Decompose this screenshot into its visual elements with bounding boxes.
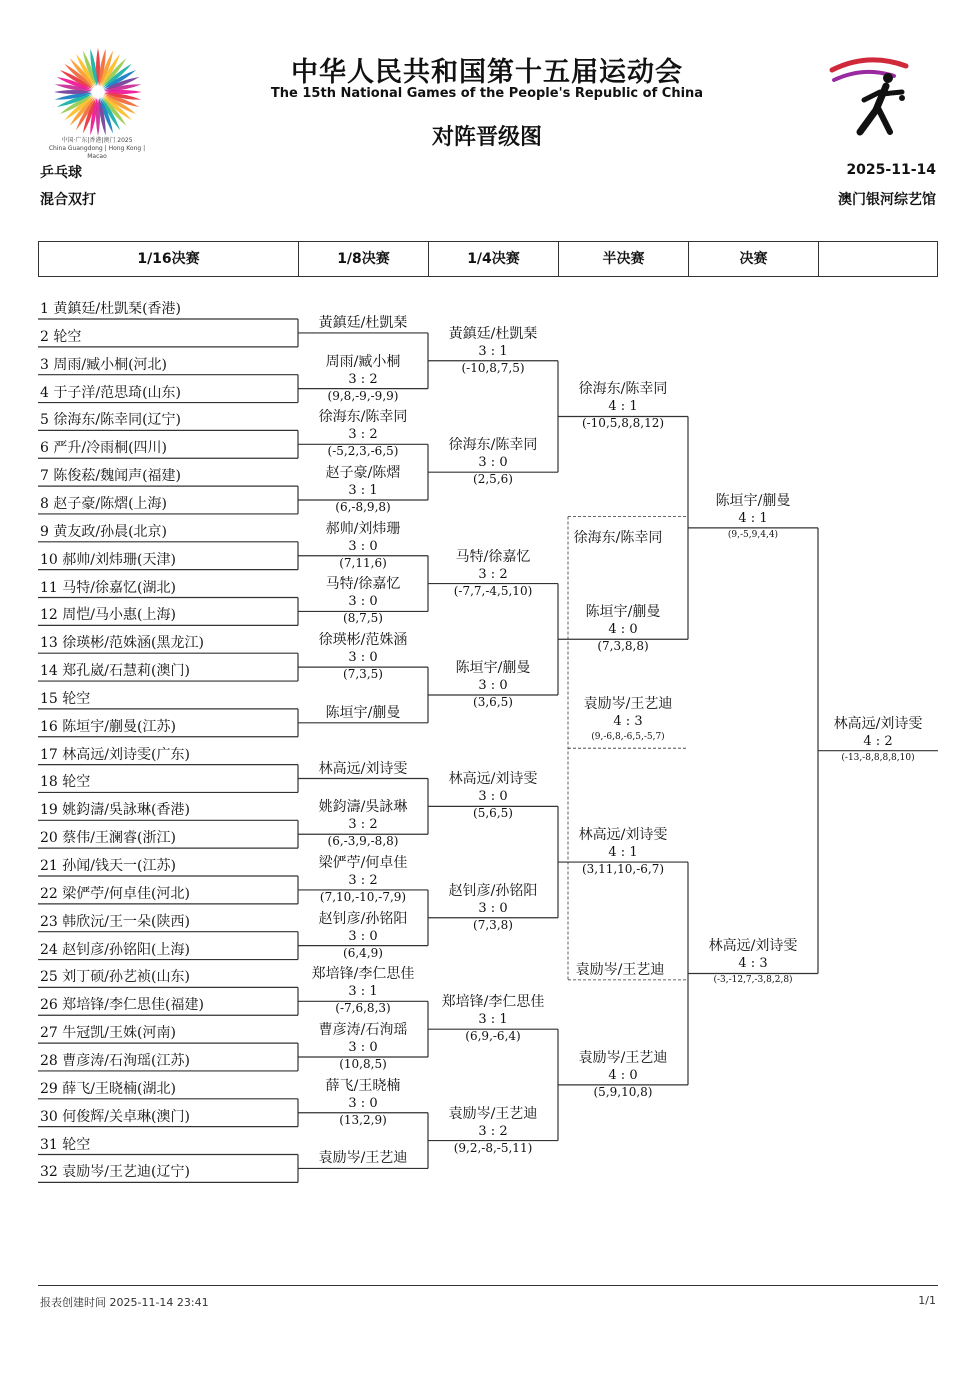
game-scores: (-5,2,3,-6,5) [327,444,399,459]
match-score: 4 : 0 [608,622,638,638]
footer-divider [38,1285,938,1286]
pair-name: 陈垣宇/蒯曼 [455,659,531,676]
sf-result [558,381,688,432]
pair-name: 马特/徐嘉忆 [325,576,401,593]
r16-result [298,465,428,516]
match-score: 3 : 0 [348,650,378,666]
draw-entry: 28 曹彦涛/石洵瑶(江苏) [40,1052,190,1069]
match-score: 3 : 2 [348,872,378,888]
draw-entry: 25 刘丁硕/孙艺祯(山东) [40,969,190,986]
game-scores: (3,6,5) [473,694,513,709]
draw-entry: 16 陈垣宇/蒯曼(江苏) [40,718,176,735]
game-scores: (9,2,-8,-5,11) [453,1140,533,1155]
match-score: 3 : 1 [478,1012,508,1028]
match-score: 4 : 1 [738,510,768,526]
match-score: 3 : 2 [348,371,378,387]
r16-result [298,761,428,778]
draw-entry: 27 牛冠凯/王姝(河南) [40,1025,176,1042]
pair-name: 赵子豪/陈熠 [325,465,401,482]
bronze-bottom-pair-text: 袁励岑/王艺迪 [575,961,665,978]
game-scores: (-10,5,8,8,12) [581,416,665,431]
r16-result [298,855,428,906]
round-header-sf: 半决赛 [559,242,689,276]
page-number: 1/1 [918,1294,936,1307]
sf-result [558,604,688,655]
game-scores: (9,-5,9,4,4) [727,529,779,540]
draw-entry: 23 韩欣沅/王一朵(陕西) [40,913,190,930]
r16-result [298,632,428,683]
pair-name: 袁励岑/王艺迪 [578,1049,668,1066]
pair-name: 林高远/刘诗雯 [708,938,798,955]
document-title: 对阵晋级图 [431,125,542,150]
draw-entry: 18 轮空 [40,774,91,791]
match-score: 4 : 1 [608,399,638,415]
draw-entry: 6 严升/冷雨桐(四川) [40,440,167,457]
game-scores: (7,3,8) [473,917,513,932]
pair-name: 周雨/臧小桐 [325,353,401,370]
match-score: 3 : 0 [348,1095,378,1111]
game-scores: (-7,7,-4,5,10) [453,583,533,598]
game-scores: (6,-3,9,-8,8) [327,834,399,849]
match-score: 3 : 2 [478,1123,508,1139]
match-score: 3 : 0 [478,455,508,471]
game-scores: (5,9,10,8) [593,1084,653,1099]
draw-entry: 1 黄鎮廷/杜凱琹(香港) [40,301,181,317]
bronze-games-text: (9,-6,8,-6,5,-5,7) [591,732,665,743]
event-name: 混合双打 [40,192,96,208]
qf-result [428,326,558,377]
round-header-r32: 1/16决赛 [39,242,299,276]
r16-result [298,1078,428,1129]
pair-name: 林高远/刘诗雯 [448,771,538,788]
r16-result [298,409,428,460]
draw-entry: 32 袁励岑/王艺迪(辽宁) [40,1164,190,1181]
match-score: 3 : 0 [478,789,508,805]
match-score: 3 : 0 [478,677,508,693]
r16-result [298,911,428,962]
match-score: 4 : 0 [608,1067,638,1083]
draw-entry: 11 马特/徐嘉忆(湖北) [40,579,176,596]
draw-entry: 22 梁俨苧/何卓佳(河北) [40,885,190,902]
r16-result [298,705,428,722]
draw-entry: 5 徐海东/陈幸同(辽宁) [40,412,181,429]
bronze-top-pair-text: 徐海东/陈幸同 [573,530,663,547]
bronze-winner [568,696,688,713]
title-english: The 15th National Games of the People's Republic of China [270,86,704,101]
pair-name: 林高远/刘诗雯 [578,827,668,844]
bronze-top-pair [568,530,668,547]
draw-entry: 19 姚鈞濤/吳詠琳(香港) [40,802,190,819]
draw-entry: 21 孙闻/钱天一(江苏) [40,858,176,874]
r16-result [298,799,428,850]
qf-result [428,994,558,1045]
r16-result [298,354,428,405]
venue-name: 澳门银河综艺馆 [838,192,936,208]
draw-entry: 8 赵子豪/陈熠(上海) [40,495,167,512]
pair-name: 徐瑛彬/范姝涵 [318,632,408,649]
draw-entry: 2 轮空 [40,328,82,345]
bronze-winner-text: 袁励岑/王艺迪 [583,696,673,713]
match-score: 3 : 1 [478,343,508,359]
game-scores: (6,9,-6,4) [465,1029,521,1044]
game-scores: (8,7,5) [343,611,383,626]
title-chinese: 中华人民共和国第十五届运动会 [291,57,683,88]
draw-entry: 17 林高远/刘诗雯(广东) [40,746,190,763]
game-scores: (6,-8,9,8) [335,500,391,515]
draw-entry: 14 郑孔崴/石慧莉(澳门) [40,663,190,680]
round-header-qf: 1/4决赛 [429,242,559,276]
qf-result [428,883,558,934]
pair-name: 徐海东/陈幸同 [448,437,538,454]
pair-name: 袁励岑/王艺迪 [448,1105,538,1122]
r16-result [298,521,428,572]
pair-name: 黃鎮廷/杜凱琹 [318,314,408,331]
draw-entry: 31 轮空 [40,1136,91,1153]
pair-name: 姚鈞濤/吳詠琳 [318,799,408,816]
game-scores: (7,3,5) [343,667,383,682]
draw-entry: 10 郝帅/刘炜珊(天津) [40,551,176,568]
pair-name: 赵钊彦/孙铭阳 [448,882,538,899]
semifinal-result [688,938,818,989]
draw-entry: 4 于子洋/范思琦(山东) [40,384,181,401]
sf-result [558,1050,688,1101]
draw-entry: 3 周雨/臧小桐(河北) [40,356,167,373]
match-score: 3 : 0 [348,928,378,944]
draw-entry: 7 陈俊菘/魏闻声(福建) [40,468,181,485]
draw-entry: 9 黄友政/孙晨(北京) [40,523,167,540]
r16-result [298,1150,428,1167]
pair-name: 郑培锋/李仁思佳 [441,994,545,1011]
event-date: 2025-11-14 [846,162,936,178]
game-scores: (7,10,-10,-7,9) [319,889,407,904]
game-scores: (5,6,5) [473,806,513,821]
pair-name: 曹彦涛/石洵瑶 [318,1022,408,1039]
draw-entry: 29 薛飞/王晓楠(湖北) [40,1080,176,1097]
game-scores: (3,11,10,-6,7) [581,862,665,877]
match-score: 4 : 3 [738,956,768,972]
qf-result [428,660,558,711]
match-score: 3 : 1 [348,483,378,499]
bronze-score [568,713,688,730]
game-scores: (7,3,8,8) [597,639,649,654]
match-score: 3 : 2 [348,427,378,443]
r16-result [298,576,428,627]
pair-name: 陈垣宇/蒯曼 [715,492,791,509]
game-scores: (10,8,5) [339,1057,387,1072]
qf-result [428,1106,558,1157]
pair-name: 马特/徐嘉忆 [455,548,531,565]
match-score: 3 : 0 [348,594,378,610]
r16-result [298,315,428,332]
match-score: 4 : 2 [863,733,893,749]
report-created-time: 报表创建时间 2025-11-14 23:41 [40,1296,209,1309]
round-header-final: 决赛 [689,242,819,276]
game-scores: (2,5,6) [473,472,513,487]
qf-result [428,437,558,488]
logo-caption-en: China Guangdong | Hong Kong | Macao [48,145,146,160]
qf-result [428,549,558,600]
game-scores: (-10,8,7,5) [461,360,525,375]
r16-result [298,1022,428,1073]
game-scores: (-3,-12,7,-3,8,2,8) [713,975,793,986]
pair-name: 陈垣宇/蒯曼 [325,704,401,721]
pair-name: 郝帅/刘炜珊 [325,520,401,537]
logo-caption-cn: 中国·广东|香港|澳门 2025 [61,137,133,144]
pair-name: 梁俨苧/何卓佳 [318,854,408,871]
draw-entry: 13 徐瑛彬/范姝涵(黑龙江) [40,635,204,652]
match-score: 3 : 0 [348,538,378,554]
game-scores: (-7,6,8,3) [335,1001,391,1016]
game-scores: (7,11,6) [339,555,387,570]
game-scores: (6,4,9) [343,945,383,960]
pair-name: 林高远/刘诗雯 [833,715,923,732]
match-score: 3 : 2 [348,817,378,833]
pair-name: 黃鎮廷/杜凱琹 [448,325,538,342]
game-scores: (-13,-8,8,8,8,10) [841,752,915,763]
pair-name: 薛飞/王晓楠 [325,1077,401,1094]
match-score: 3 : 1 [348,984,378,1000]
semifinal-result [688,493,818,544]
draw-entry: 30 何俊辉/关卓琳(澳门) [40,1108,190,1125]
match-score: 3 : 0 [348,1040,378,1056]
final-result [818,716,938,767]
pair-name: 徐海东/陈幸同 [578,381,668,398]
draw-entry: 26 郑培锋/李仁思佳(福建) [40,997,204,1014]
round-header-r16: 1/8决赛 [299,242,429,276]
pair-name: 林高远/刘诗雯 [318,760,408,777]
game-scores: (13,2,9) [339,1112,387,1127]
draw-entry: 15 轮空 [40,690,91,707]
match-score: 3 : 0 [478,900,508,916]
bronze-games [568,729,688,746]
draw-entry: 20 蔡伟/王澜睿(浙江) [40,830,176,847]
pair-name: 赵钊彦/孙铭阳 [318,910,408,927]
pair-name: 郑培锋/李仁思佳 [311,966,415,983]
draw-entry: 24 赵钊彦/孙铭阳(上海) [40,941,190,958]
pair-name: 徐海东/陈幸同 [318,409,408,426]
pair-name: 陈垣宇/蒯曼 [585,604,661,621]
draw-entry: 12 周恺/马小惠(上海) [40,607,176,624]
match-score: 3 : 2 [478,566,508,582]
r16-result [298,966,428,1017]
game-scores: (9,8,-9,-9,9) [327,388,399,403]
bronze-score-text: 4 : 3 [613,714,643,730]
pair-name: 袁励岑/王艺迪 [318,1150,408,1167]
sf-result [558,827,688,878]
bronze-bottom-pair [568,962,672,979]
match-score: 4 : 1 [608,845,638,861]
qf-result [428,771,558,822]
sport-name: 乒乓球 [40,165,82,181]
